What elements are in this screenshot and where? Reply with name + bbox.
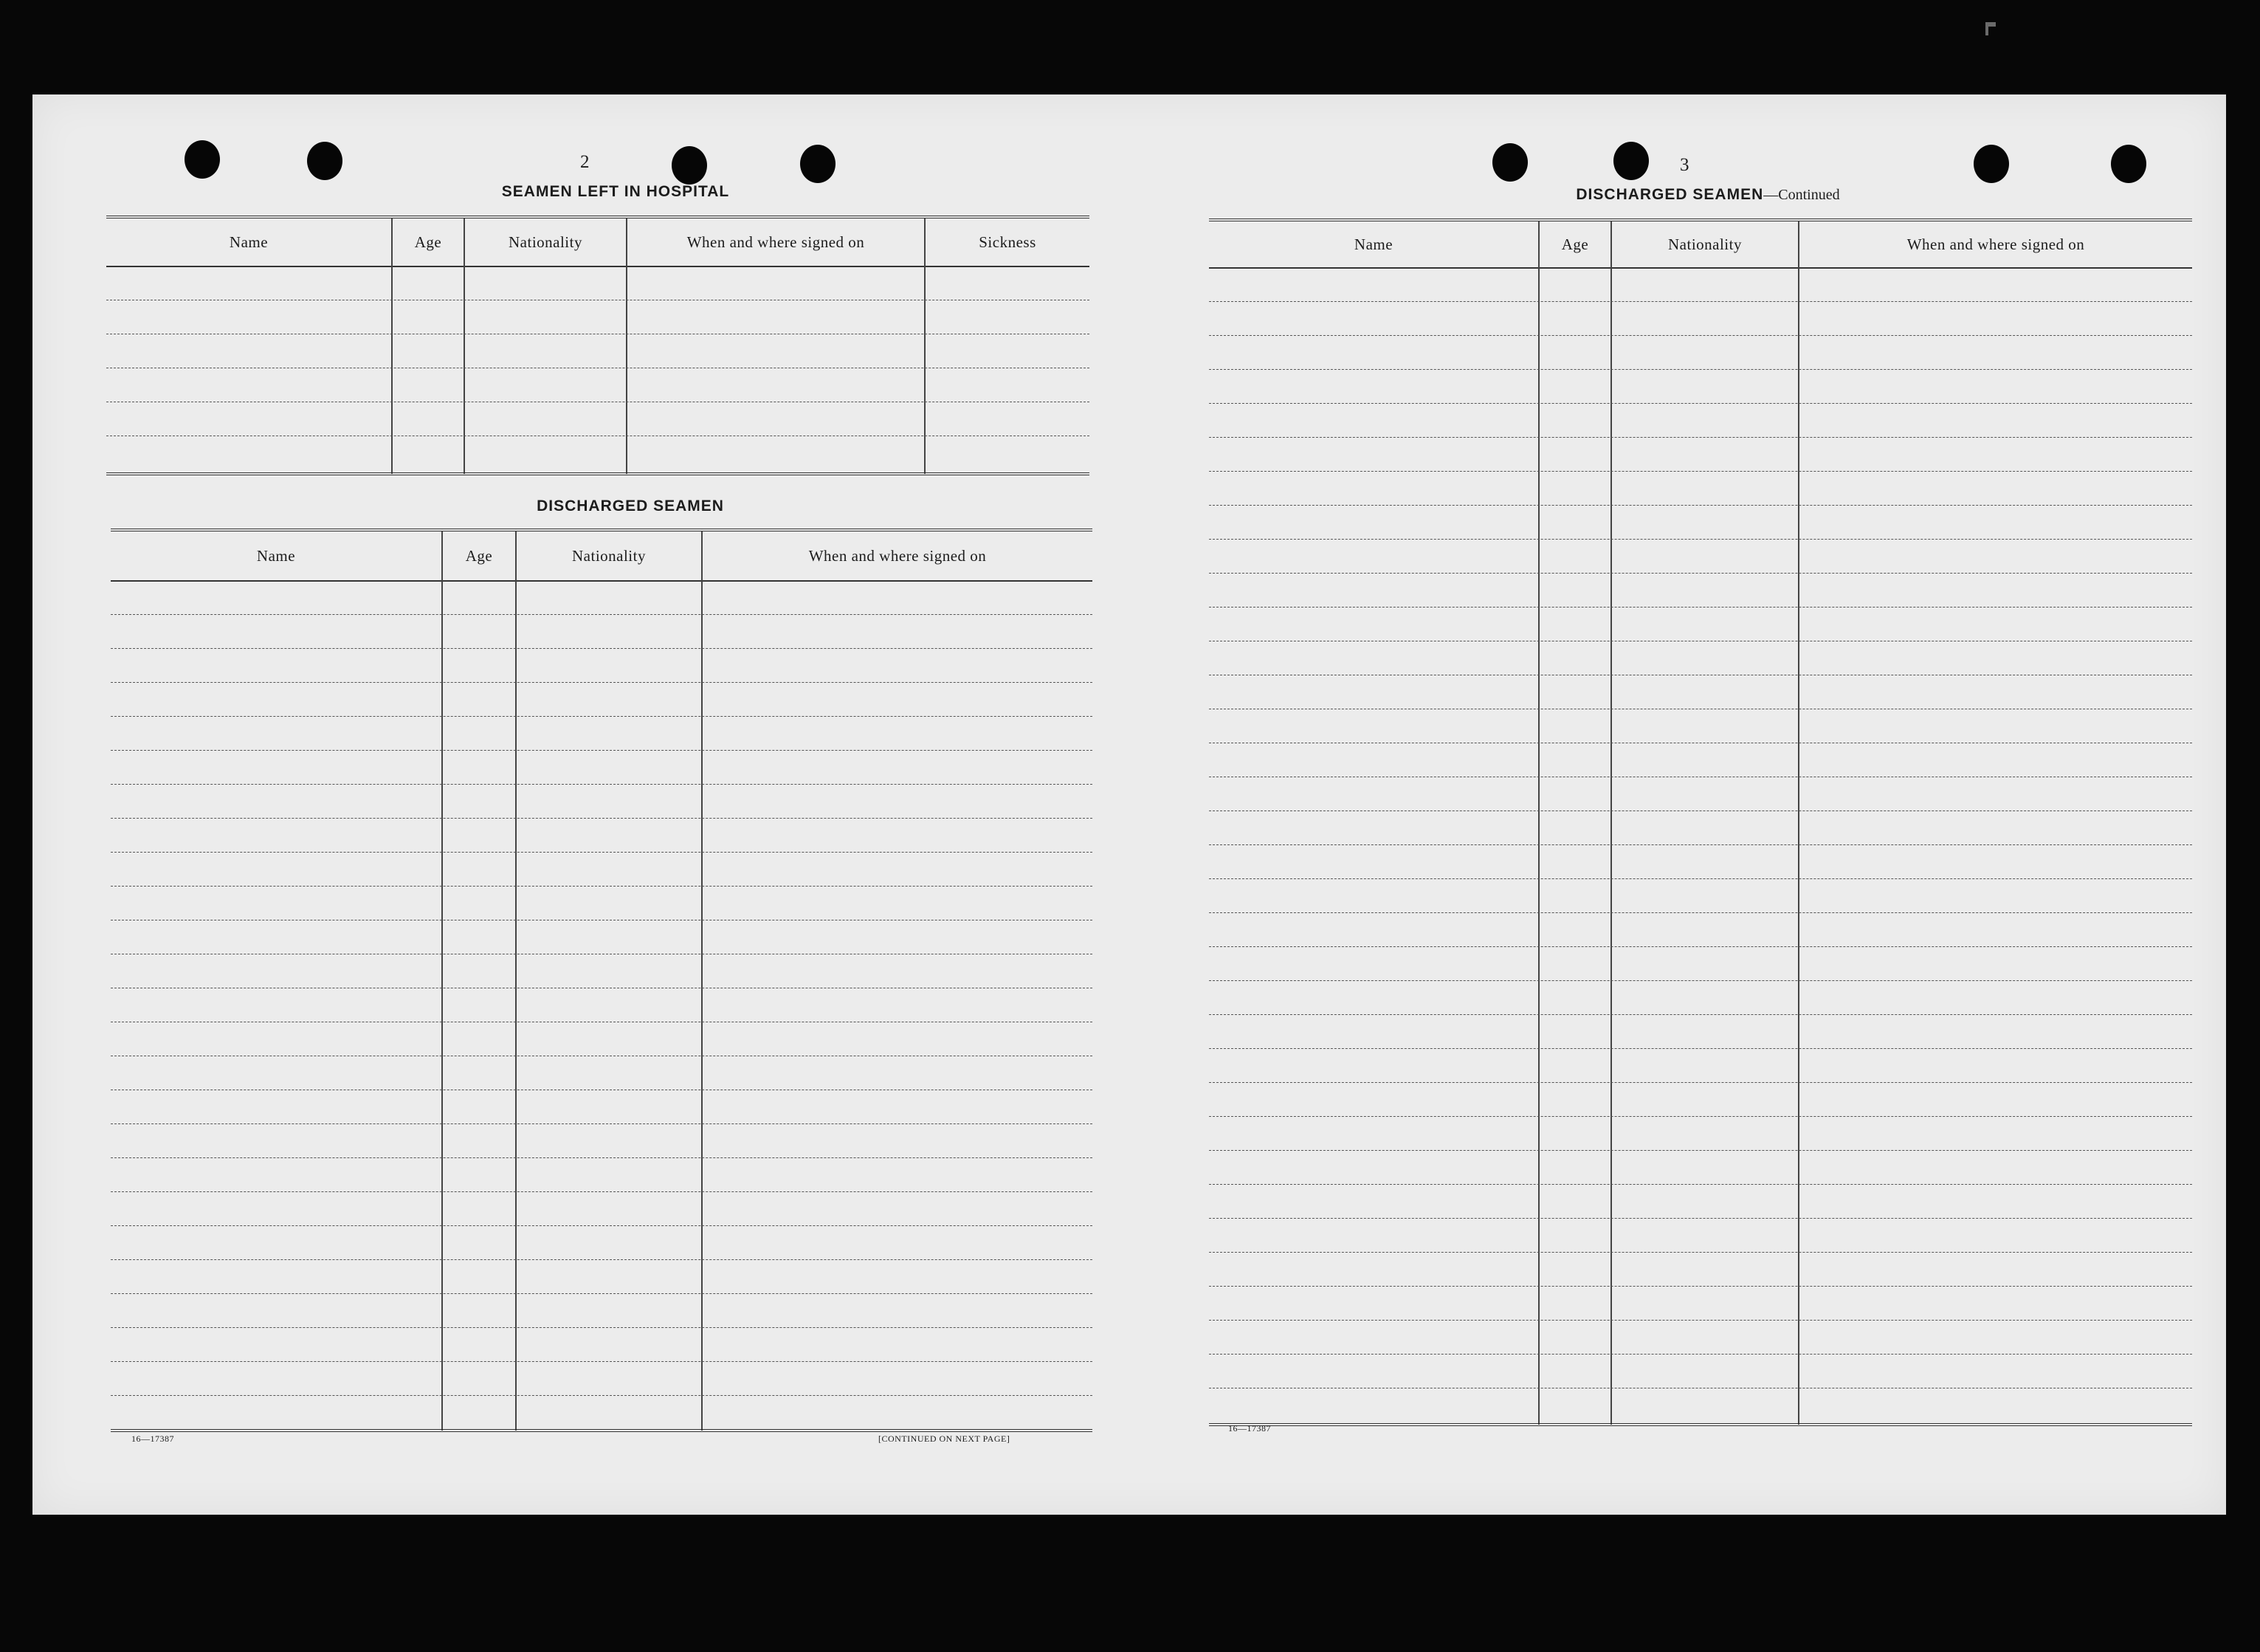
table-bottom-rule bbox=[111, 1429, 1092, 1432]
table-row[interactable] bbox=[111, 886, 1092, 887]
table-row[interactable] bbox=[111, 682, 1092, 683]
table-row[interactable] bbox=[1209, 335, 2192, 336]
discharged-table bbox=[111, 529, 1092, 1436]
table-row[interactable] bbox=[111, 1361, 1092, 1362]
table-row[interactable] bbox=[111, 818, 1092, 819]
table-row[interactable] bbox=[111, 784, 1092, 785]
col-header-nationality: Nationality bbox=[509, 233, 582, 251]
table-bottom-rule bbox=[106, 472, 1089, 475]
table-row[interactable] bbox=[1209, 369, 2192, 370]
table-row[interactable] bbox=[1209, 505, 2192, 506]
table-row[interactable] bbox=[111, 750, 1092, 751]
form-code-right: 16—17387 bbox=[1228, 1423, 1271, 1434]
col-header-signed-on: When and where signed on bbox=[808, 546, 987, 565]
punch-hole bbox=[1974, 145, 2009, 183]
punch-hole bbox=[800, 145, 836, 183]
table-row[interactable] bbox=[1209, 1286, 2192, 1287]
punch-hole bbox=[185, 140, 220, 179]
table-row[interactable] bbox=[1209, 539, 2192, 540]
table-row[interactable] bbox=[111, 1123, 1092, 1124]
col-header-signed-on: When and where signed on bbox=[686, 233, 865, 251]
table-row[interactable] bbox=[1209, 1150, 2192, 1151]
table-row[interactable] bbox=[1209, 1184, 2192, 1185]
table-bottom-rule bbox=[1209, 1423, 2192, 1426]
punch-hole bbox=[2111, 145, 2146, 183]
table-row[interactable] bbox=[111, 716, 1092, 717]
table-row[interactable] bbox=[1209, 1048, 2192, 1049]
discharged-section-title: DISCHARGED SEAMEN bbox=[537, 498, 724, 514]
discharged-rows bbox=[111, 580, 1092, 1429]
hospital-rows bbox=[106, 266, 1089, 472]
table-row[interactable] bbox=[111, 1395, 1092, 1396]
discharged-continued-header bbox=[1209, 221, 2192, 269]
hospital-table bbox=[106, 216, 1089, 477]
table-row[interactable] bbox=[1209, 1082, 2192, 1083]
table-row[interactable] bbox=[111, 1293, 1092, 1294]
table-row[interactable] bbox=[1209, 301, 2192, 302]
table-row[interactable] bbox=[111, 1157, 1092, 1158]
col-header-age: Age bbox=[414, 233, 442, 251]
continued-suffix: —Continued bbox=[1763, 187, 1840, 203]
table-row[interactable] bbox=[1209, 980, 2192, 981]
table-row[interactable] bbox=[1209, 437, 2192, 438]
table-row[interactable] bbox=[1209, 1354, 2192, 1355]
discharged-continued-table bbox=[1209, 218, 2192, 1432]
table-row[interactable] bbox=[1209, 912, 2192, 913]
form-code-left: 16—17387 bbox=[131, 1434, 174, 1444]
table-row[interactable] bbox=[1209, 946, 2192, 947]
page-number-left: 2 bbox=[580, 152, 590, 172]
punch-hole bbox=[672, 146, 707, 185]
table-row[interactable] bbox=[1209, 1320, 2192, 1321]
table-row[interactable] bbox=[111, 648, 1092, 649]
table-row[interactable] bbox=[1209, 1014, 2192, 1015]
table-row[interactable] bbox=[1209, 1218, 2192, 1219]
discharged-continued-title-main: DISCHARGED SEAMEN bbox=[1576, 186, 1764, 203]
continued-note: [CONTINUED ON NEXT PAGE] bbox=[878, 1434, 1010, 1444]
punch-hole bbox=[1613, 142, 1649, 180]
col-header-name: Name bbox=[229, 233, 269, 251]
table-row[interactable] bbox=[1209, 844, 2192, 845]
col-header-name: Name bbox=[256, 546, 296, 565]
table-row[interactable] bbox=[1209, 1116, 2192, 1117]
discharged-continued-rows bbox=[1209, 267, 2192, 1425]
table-row[interactable] bbox=[1209, 878, 2192, 879]
table-row[interactable] bbox=[111, 1259, 1092, 1260]
table-row[interactable] bbox=[1209, 810, 2192, 811]
col-header-nationality: Nationality bbox=[572, 546, 646, 565]
table-row[interactable] bbox=[1209, 607, 2192, 608]
table-row[interactable] bbox=[111, 852, 1092, 853]
table-row[interactable] bbox=[1209, 573, 2192, 574]
discharged-continued-title bbox=[1523, 186, 1892, 204]
page-number-right: 3 bbox=[1680, 155, 1690, 175]
table-row[interactable] bbox=[111, 1191, 1092, 1192]
col-header-name: Name bbox=[1354, 235, 1393, 253]
discharged-table-header bbox=[111, 531, 1092, 582]
table-row[interactable] bbox=[111, 614, 1092, 615]
scanned-sheet bbox=[32, 94, 2226, 1515]
table-row[interactable] bbox=[1209, 471, 2192, 472]
table-row[interactable] bbox=[111, 1327, 1092, 1328]
table-row[interactable] bbox=[111, 1225, 1092, 1226]
punch-hole bbox=[1492, 143, 1528, 182]
table-row[interactable] bbox=[1209, 1252, 2192, 1253]
scan-speck bbox=[1985, 22, 1988, 35]
hospital-section-title: SEAMEN LEFT IN HOSPITAL bbox=[501, 183, 730, 200]
col-header-nationality: Nationality bbox=[1668, 235, 1742, 253]
table-row[interactable] bbox=[1209, 403, 2192, 404]
col-header-age: Age bbox=[465, 546, 493, 565]
col-header-signed-on: When and where signed on bbox=[1906, 235, 2085, 253]
col-header-age: Age bbox=[1561, 235, 1589, 253]
punch-hole bbox=[307, 142, 342, 180]
hospital-table-header bbox=[106, 218, 1089, 267]
col-header-sickness: Sickness bbox=[979, 233, 1036, 251]
